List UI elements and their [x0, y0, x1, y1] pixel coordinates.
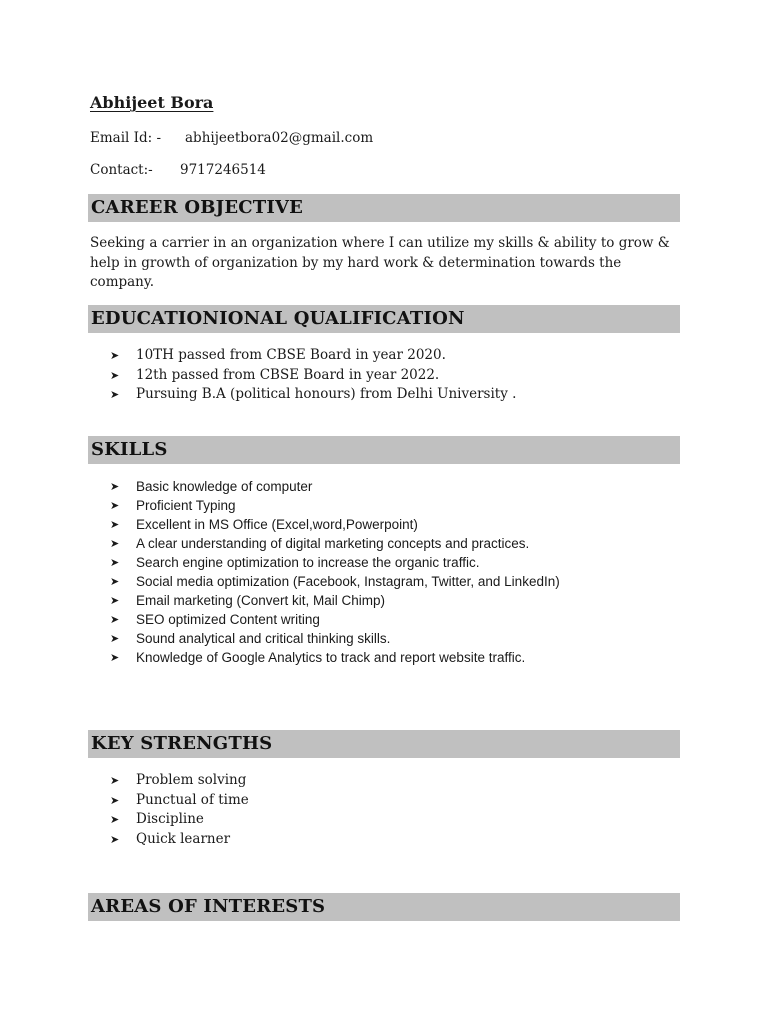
list-item-text: Proficient Typing: [136, 498, 236, 513]
arrowhead-bullet-icon: ➤: [110, 499, 120, 512]
list-item: [110, 771, 249, 791]
list-item: [110, 496, 560, 515]
list-item-text: Quick learner: [136, 830, 231, 847]
list-item: [110, 648, 560, 667]
arrowhead-bullet-icon: ➤: [110, 368, 120, 382]
list-item: [110, 610, 560, 629]
arrowhead-bullet-icon: ➤: [110, 480, 120, 493]
arrowhead-bullet-icon: ➤: [110, 594, 120, 607]
arrowhead-bullet-icon: ➤: [110, 518, 120, 531]
list-item: [110, 477, 560, 496]
list-item-text: Knowledge of Google Analytics to track and report website traffic.: [136, 650, 526, 665]
arrowhead-bullet-icon: ➤: [110, 774, 120, 787]
email-line: [90, 130, 374, 146]
list-item-text: Excellent in MS Office (Excel,word,Powerpoint): [136, 517, 418, 532]
arrowhead-bullet-icon: ➤: [110, 556, 120, 569]
list-item-text: 10TH passed from CBSE Board in year 2020.: [136, 347, 446, 363]
email-value: abhijeetbora02@gmail.com: [185, 130, 374, 146]
list-item: [110, 591, 560, 610]
arrowhead-bullet-icon: ➤: [110, 613, 120, 626]
list-item-text: 12th passed from CBSE Board in year 2022.: [136, 366, 440, 383]
arrowhead-bullet-icon: ➤: [110, 575, 120, 588]
list-item: [110, 366, 516, 386]
contact-line: [90, 162, 266, 178]
list-item: [110, 553, 560, 572]
list-item-text: Search engine optimization to increase the organic traffic.: [136, 555, 480, 570]
list-item-text: Discipline: [136, 811, 204, 827]
section-heading-education: EDUCATIONIONAL QUALIFICATION: [88, 305, 680, 333]
list-item: [110, 830, 249, 850]
arrowhead-bullet-icon: ➤: [110, 537, 120, 550]
list-item: [110, 791, 249, 811]
career-objective-text: Seeking a carrier in an organization where I can utilize my skills & ability to grow & help in growth of organization by my hard work & determination towards the company.: [90, 235, 670, 290]
email-label: Email Id: -: [90, 130, 162, 146]
arrowhead-bullet-icon: ➤: [110, 793, 120, 807]
arrowhead-bullet-icon: ➤: [110, 632, 120, 645]
education-list: [110, 346, 516, 405]
list-item-text: SEO optimized Content writing: [136, 612, 320, 627]
candidate-name: Abhijeet Bora: [90, 93, 214, 112]
section-heading-areas-of-interests: AREAS OF INTERESTS: [88, 893, 680, 921]
list-item: [110, 346, 516, 366]
section-heading-skills: SKILLS: [88, 436, 680, 464]
contact-value: 9717246514: [180, 162, 266, 178]
arrowhead-bullet-icon: ➤: [110, 832, 120, 846]
list-item: [110, 534, 560, 553]
section-heading-career-objective: CAREER OBJECTIVE: [88, 194, 680, 222]
arrowhead-bullet-icon: ➤: [110, 388, 120, 401]
list-item: [110, 515, 560, 534]
list-item-text: Problem solving: [136, 772, 247, 788]
skills-list: [110, 477, 560, 667]
strengths-list: [110, 771, 249, 849]
list-item: [110, 572, 560, 591]
list-item-text: A clear understanding of digital marketing concepts and practices.: [136, 536, 530, 551]
list-item-text: Basic knowledge of computer: [136, 479, 313, 494]
list-item-text: Punctual of time: [136, 791, 249, 808]
list-item-text: Pursuing B.A (political honours) from Delhi University .: [136, 386, 517, 402]
arrowhead-bullet-icon: ➤: [110, 813, 120, 826]
list-item-text: Social media optimization (Facebook, Instagram, Twitter, and LinkedIn): [136, 574, 560, 589]
list-item-text: Email marketing (Convert kit, Mail Chimp): [136, 593, 386, 608]
arrowhead-bullet-icon: ➤: [110, 651, 120, 664]
section-heading-key-strengths: KEY STRENGTHS: [88, 730, 680, 758]
list-item-text: Sound analytical and critical thinking skills.: [136, 631, 391, 646]
list-item: [110, 629, 560, 648]
list-item: [110, 385, 516, 405]
contact-label: Contact:-: [90, 162, 153, 178]
arrowhead-bullet-icon: ➤: [110, 349, 120, 362]
list-item: [110, 810, 249, 830]
